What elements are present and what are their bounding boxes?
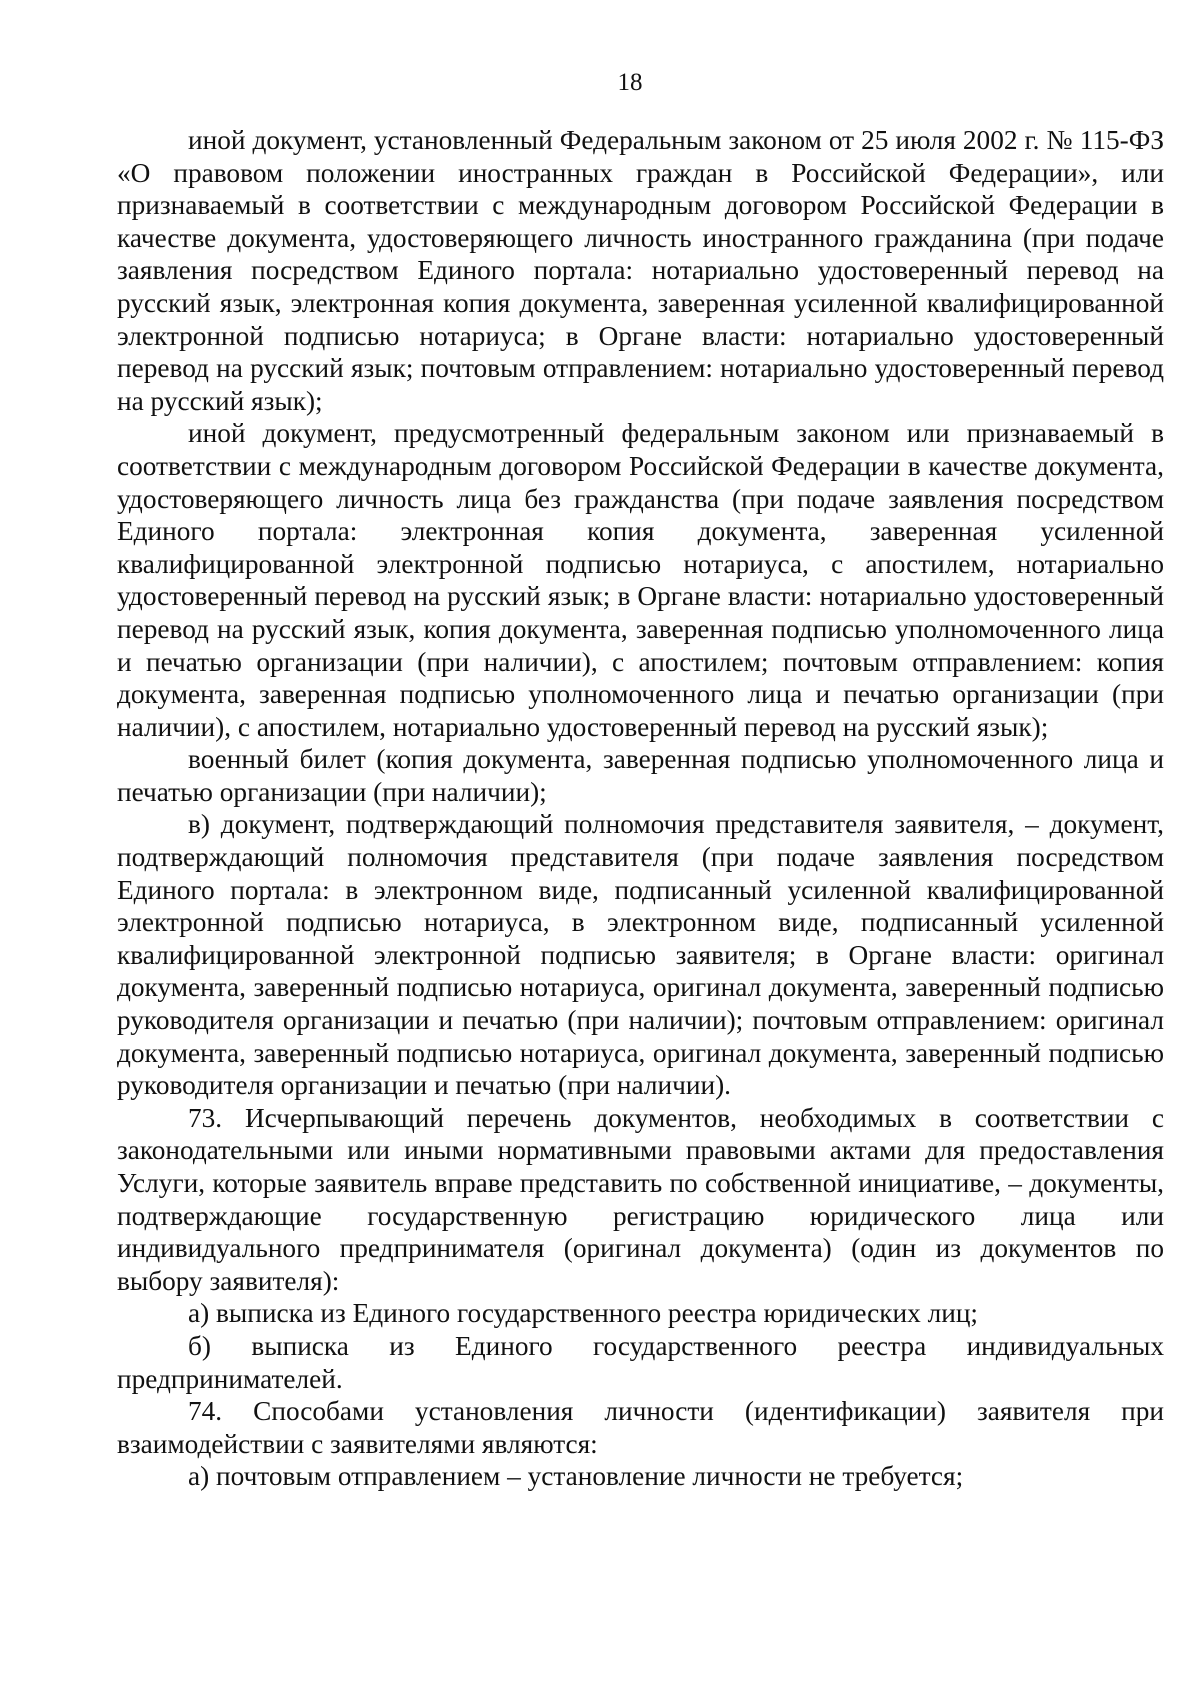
document-body [117, 124, 1164, 1493]
paragraph-item-73-b: б) выписка из Единого государственного реестра индивидуальных предпринимателей. [117, 1330, 1164, 1394]
page-number: 18 [617, 69, 643, 96]
paragraph-stateless-person-document: иной документ, предусмотренный федеральным законом или признаваемый в соответствии с международным договором Российской Федерации в качестве документа, удостоверяющего личность лица без гражданства (при подаче заявления посредством Единого портала: электронная копия документа, заверенная усиленной квалифицированной электронной подписью нотариуса, с апостилем, нотариально удостоверенный перевод на русский язык; в Органе власти: нотариально удостоверенный перевод на русский язык, копия документа, заверенная подписью уполномоченного лица и печатью организации (при наличии), с апостилем; почтовым отправлением: копия документа, заверенная подписью уполномоченного лица и печатью организации (при наличии), с апостилем, нотариально удостоверенный перевод на русский язык); [117, 418, 1164, 742]
paragraph-item-74-a: а) почтовым отправлением – установление личности не требуется; [188, 1461, 964, 1492]
paragraph-representative-authority: в) документ, подтверждающий полномочия представителя заявителя, – документ, подтверждающий полномочия представителя (при подаче заявления посредством Единого портала: в электронном виде, подписанный усиленной квалифицированной электронной подписью нотариуса, в электронном виде, подписанный усиленной квалифицированной электронной подписью заявителя; в Органе власти: оригинал документа, заверенный подписью нотариуса, оригинал документа, заверенный подписью руководителя организации и печатью (при наличии); почтовым отправлением: оригинал документа, заверенный подписью нотариуса, оригинал документа, заверенный подписью руководителя организации и печатью (при наличии). [117, 809, 1164, 1101]
paragraph-military-id: военный билет (копия документа, заверенная подписью уполномоченного лица и печатью организации (при наличии); [117, 744, 1164, 807]
paragraph-item-73-a: а) выписка из Единого государственного реестра юридических лиц; [188, 1298, 979, 1329]
paragraph-foreign-citizen-document: иной документ, установленный Федеральным законом от 25 июля 2002 г. № 115-ФЗ «О правовом положении иностранных граждан в Российской Федерации», или признаваемый в соответствии с международным договором Российской Федерации в качестве документа, удостоверяющего личность иностранного гражданина (при подаче заявления посредством Единого портала: нотариально удостоверенный перевод на русский язык, электронная копия документа, заверенная усиленной квалифицированной электронной подписью нотариуса; в Органе власти: нотариально удостоверенный перевод на русский язык; почтовым отправлением: нотариально удостоверенный перевод на русский язык); [117, 125, 1164, 416]
paragraph-item-74: 74. Способами установления личности (идентификации) заявителя при взаимодействии с заявителями являются: [117, 1396, 1164, 1459]
paragraph-item-73: 73. Исчерпывающий перечень документов, необходимых в соответствии с законодательными или иными нормативными правовыми актами для предоставления Услуги, которые заявитель вправе представить по собственной инициативе, – документы, подтверждающие государственную регистрацию юридического лица или индивидуального предпринимателя (оригинал документа) (один из документов по выбору заявителя): [117, 1102, 1164, 1296]
